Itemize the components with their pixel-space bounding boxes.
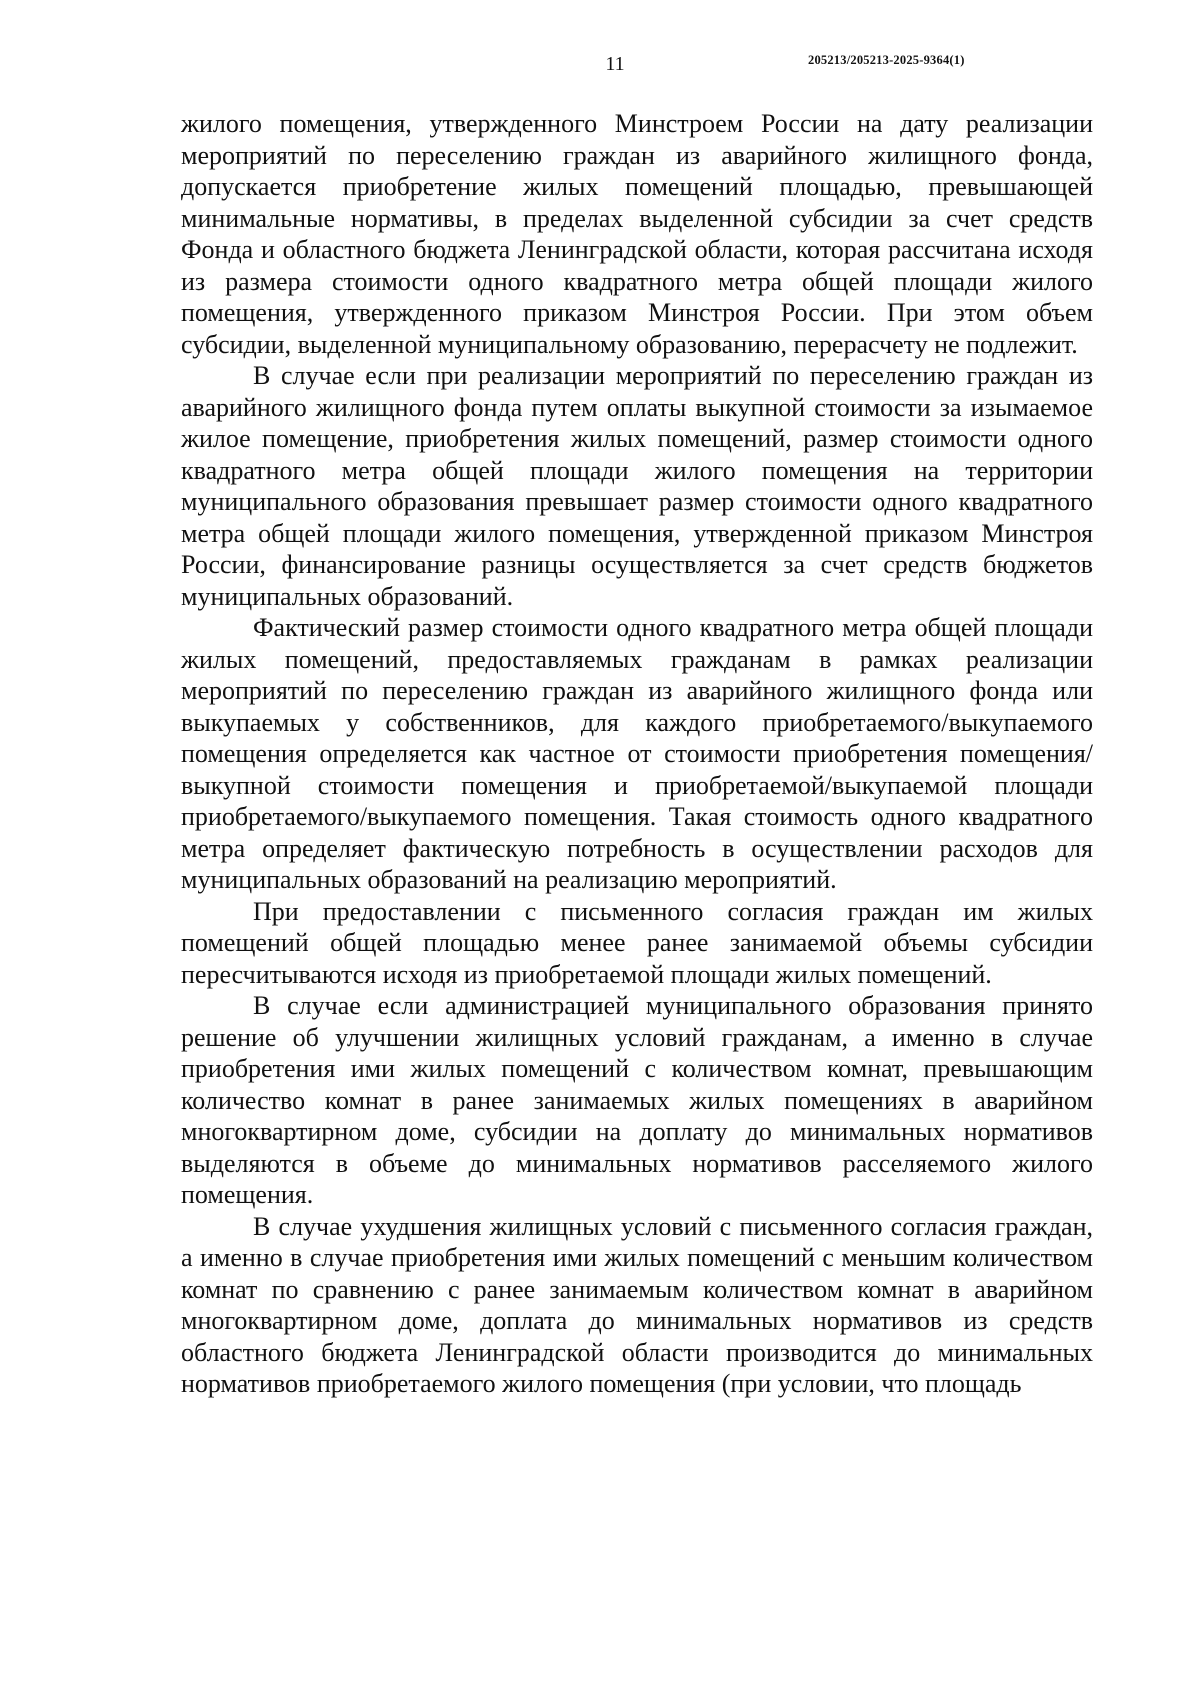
page-number: 11 — [605, 53, 625, 75]
document-body — [181, 108, 1093, 1400]
paragraph: В случае если администрацией муниципального образования принято решение об улучшении жилищных условий гражданам, а именно в случае приобретения ими жилых помещений с количеством комнат, превышающим количество комнат в ранее занимаемых жилых помещениях в аварийном многоквартирном доме, субсидии на доплату до минимальных нормативов выделяются в объеме до минимальных нормативов расселяемого жилого помещения. — [181, 991, 1093, 1209]
paragraph: При предоставлении с письменного согласия граждан им жилых помещений общей площадью менее ранее занимаемой объемы субсидии пересчитываются исходя из приобретаемой площади жилых помещений. — [181, 896, 1093, 989]
paragraph: В случае если при реализации мероприятий по переселению граждан из аварийного жилищного фонда путем оплаты выкупной стоимости за изымаемое жилое помещение, приобретения жилых помещений, размер стоимости одного квадратного метра общей площади жилого помещения на территории муниципального образования превышает размер стоимости одного квадратного метра общей площади жилого помещения, утвержденной приказом Минстроя России, финансирование разницы осуществляется за счет средств бюджетов муниципальных образований. — [181, 361, 1093, 611]
paragraph: Фактический размер стоимости одного квадратного метра общей площади жилых помещений, предоставляемых гражданам в рамках реализации мероприятий по переселению граждан из аварийного жилищного фонда или выкупаемых у собственников, для каждого приобретаемого/выкупаемого помещения определяется как частное от стоимости приобретения помещения/выкупной стоимости помещения и приобретаемой/выкупаемой площади приобретаемого/выкупаемого помещения. Такая стоимость одного квадратного метра определяет фактическую потребность в осуществлении расходов для муниципальных образований на реализацию мероприятий. — [181, 613, 1093, 894]
paragraph: В случае ухудшения жилищных условий с письменного согласия граждан, а именно в случае приобретения ими жилых помещений с меньшим количеством комнат по сравнению с ранее занимаемым количеством комнат в аварийном многоквартирном доме, доплата до минимальных нормативов из средств областного бюджета Ленинградской области производится до минимальных нормативов приобретаемого жилого помещения (при условии, что площадь — [181, 1211, 1093, 1398]
paragraph: жилого помещения, утвержденного Минстроем России на дату реализации мероприятий по переселению граждан из аварийного жилищного фонда, допускается приобретение жилых помещений площадью, превышающей минимальные нормативы, в пределах выделенной субсидии за счет средств Фонда и областного бюджета Ленинградской области, которая рассчитана исходя из размера стоимости одного квадратного метра общей площади жилого помещения, утвержденного приказом Минстроя России. При этом объем субсидии, выделенной муниципальному образованию, перерасчету не подлежит. — [181, 109, 1093, 359]
document-id: 205213/205213-2025-9364(1) — [808, 53, 965, 67]
